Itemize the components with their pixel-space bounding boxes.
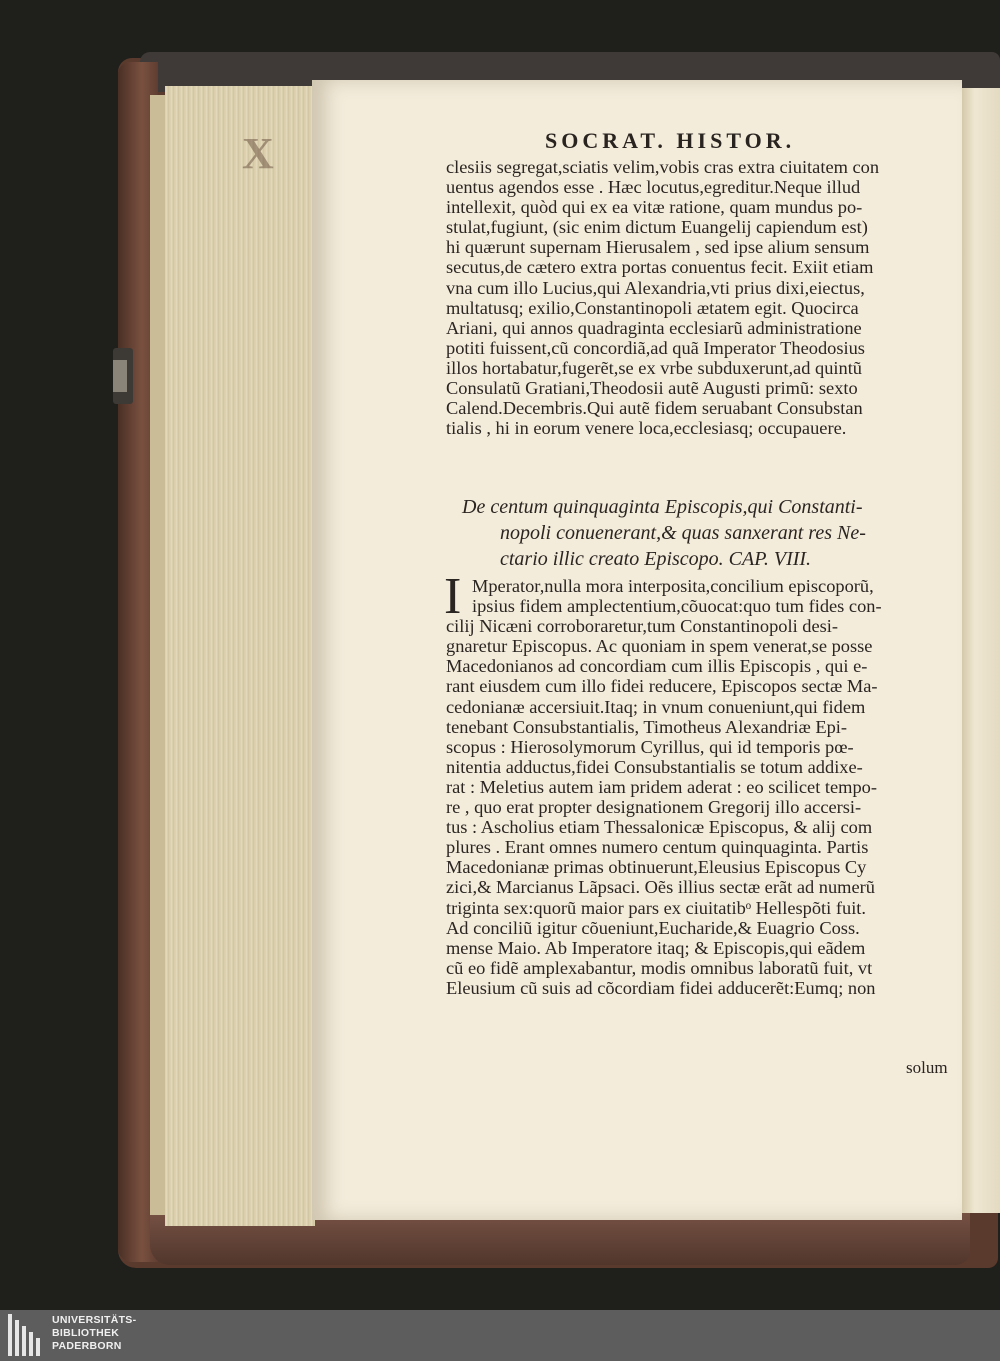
- text-line: Ad conciliũ igitur cõueniunt,Eucharide,& Euagrio Coss.: [446, 917, 860, 938]
- text-line: gnaretur Episcopus. Ac quoniam in spem venerat,se posse: [446, 636, 873, 657]
- text-line: stulat,fugiunt, (sic enim dictum Euangelij capiendum est): [446, 217, 868, 238]
- library-footer: [0, 1310, 1000, 1361]
- text-block-top: [446, 157, 946, 438]
- text-line: triginta sex:quorũ maior pars ex ciuitatibᵒ Hellespõti fuit.: [446, 897, 867, 918]
- edge-marking: X: [242, 129, 274, 178]
- text-line: cilij Nicæni corroboraretur,tum Constantinopoli desi-: [446, 616, 839, 637]
- text-line: clesiis segregat,sciatis velim,vobis cras extra ciuitatem con: [446, 157, 880, 177]
- text-line: Calend.Decembris.Qui autẽ fidem seruabant Consubstan: [446, 398, 863, 419]
- text-line: Macedonianæ primas obtinuerunt,Eleusius Episcopus Cy: [446, 857, 867, 878]
- library-name-line: UNIVERSITÄTS-: [52, 1314, 137, 1326]
- text-line: cedonianæ accersiuit.Itaq; in vnum conueniunt,qui fidem: [446, 696, 866, 717]
- text-line: tenebant Consubstantialis, Timotheus Alexandriæ Epi-: [446, 716, 848, 737]
- text-line: mense Maio. Ab Imperatore itaq; & Episcopis,qui eãdem: [446, 937, 866, 958]
- heading-line: ctario illic creato Episcopo. CAP. VIII.: [500, 548, 812, 570]
- text-line: cũ eo fidẽ amplexabantur, modis omnibus laboratũ fuit, vt: [446, 957, 873, 978]
- text-line: multatusq; exilio,Constantinopoli ætatem egit. Quocirca: [446, 297, 859, 318]
- text-line: zici,& Marcianus Lãpsaci. Oẽs illius sectæ erãt ad numerũ: [446, 877, 875, 898]
- chapter-heading: [462, 494, 952, 572]
- text-line: rat : Meletius autem iam pridem aderat : eo scilicet tempo-: [446, 776, 878, 797]
- text-line: uentus agendos esse . Hæc locutus,egreditur.Neque illud: [446, 177, 861, 198]
- text-line: tialis , hi in eorum venere loca,ecclesiasq; occupauere.: [446, 418, 847, 439]
- text-line: illos hortabatur,fugerẽt,se ex vrbe subduxerunt,ad quintũ: [446, 357, 863, 378]
- page-stack: [165, 86, 315, 1226]
- text-line: scopus : Hierosolymorum Cyrillus, qui id temporis pœ-: [446, 736, 854, 757]
- running-head: SOCRAT. HISTOR.: [545, 128, 796, 153]
- text-block-chapter: [444, 568, 946, 998]
- clasp-pin: [113, 360, 127, 392]
- text-line: tus : Ascholius etiam Thessalonicæ Episcopus, & alij com: [446, 817, 873, 838]
- catchword: solum: [906, 1058, 948, 1077]
- heading-line: nopoli conuenerant,& quas sanxerant res Ne-: [500, 522, 866, 544]
- text-line: Consulatũ Gratiani,Theodosii autẽ Augusti primũ: sexto: [446, 378, 858, 399]
- text-line: ipsius fidem amplectentium,cõuocat:quo tum fides con-: [472, 596, 882, 617]
- text-line: intellexit, quòd qui ex ea vitæ ratione, quam mundus po-: [446, 197, 863, 218]
- text-line: hi quærunt supernam Hierusalem , sed ipse alium sensum: [446, 237, 870, 258]
- text-line: plures . Erant omnes numero centum quinquaginta. Partis: [446, 837, 869, 858]
- library-logo-icon: [8, 1314, 42, 1356]
- text-line: secutus,de cætero extra portas conuentus fecit. Exiit etiam: [446, 257, 874, 278]
- text-line: Mperator,nulla mora interposita,concilium episcoporũ,: [472, 576, 874, 596]
- text-line: vna cum illo Lucius,qui Alexandria,vti prius dixi,eiectus,: [446, 277, 865, 298]
- text-line: Macedonianos ad concordiam cum illis Episcopis , qui e-: [446, 656, 868, 677]
- library-name-line: BIBLIOTHEK: [52, 1327, 120, 1339]
- text-line: Eleusium cũ suis ad cõcordiam fidei adducerẽt:Eumq; non: [446, 977, 876, 998]
- text-line: re , quo erat propter designationem Gregorij illo accersi-: [446, 797, 862, 818]
- facing-page-edge: [958, 88, 1000, 1213]
- text-line: Ariani, qui annos quadraginta ecclesiarũ administratione: [446, 317, 862, 338]
- text-line: nitentia adductus,fidei Consubstantialis se totum addixe-: [446, 756, 863, 777]
- drop-cap: I: [444, 568, 462, 625]
- library-name: [52, 1314, 136, 1353]
- library-name-line: PADERBORN: [52, 1340, 122, 1352]
- heading-line: De centum quinquaginta Episcopis,qui Constanti-: [462, 496, 863, 518]
- text-line: potiti fuissent,cũ concordiã,ad quã Imperator Theodosius: [446, 337, 865, 358]
- text-line: rant eiusdem cum illo fidei reducere, Episcopos sectæ Ma-: [446, 676, 878, 697]
